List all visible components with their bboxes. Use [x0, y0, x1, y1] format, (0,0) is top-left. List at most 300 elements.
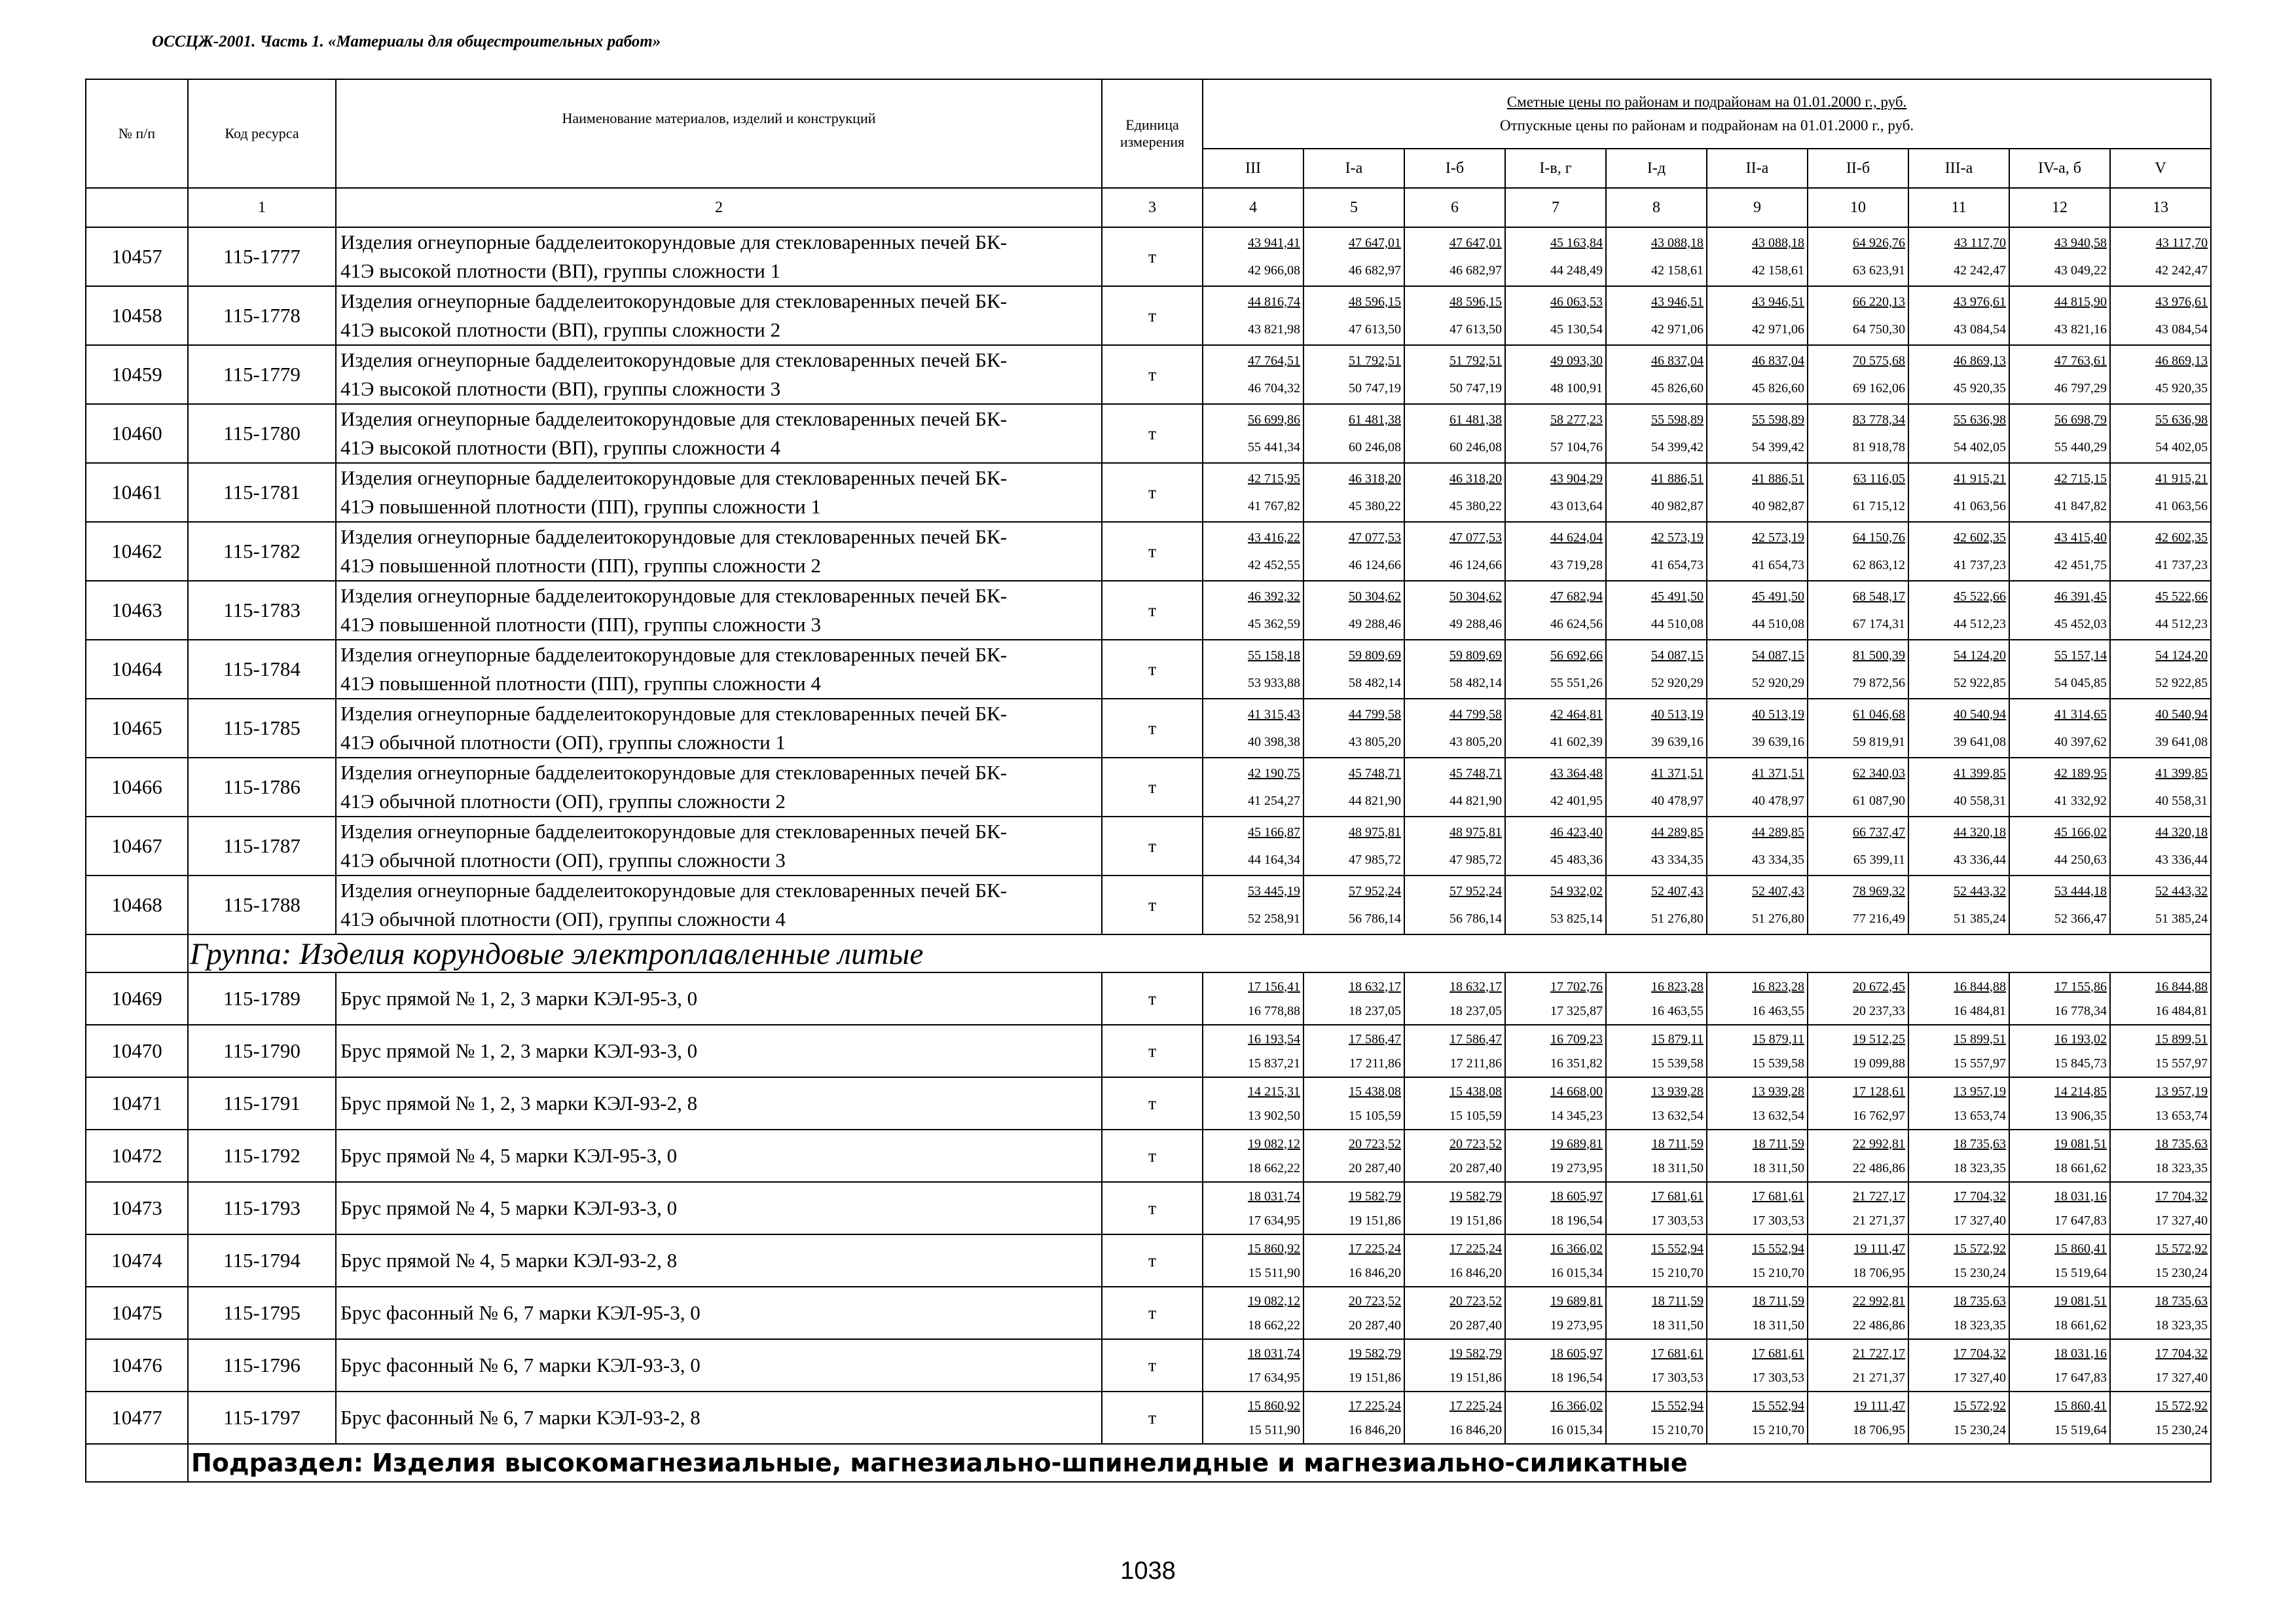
- estimate-price: 45 522,66: [2155, 589, 2208, 604]
- estimate-price: 17 681,61: [1651, 1346, 1704, 1361]
- release-price: 20 287,40: [1349, 1160, 1401, 1175]
- unit-of-measure: т: [1102, 1392, 1203, 1444]
- subsection-row: [86, 1444, 2211, 1482]
- price-cell: [1606, 1182, 1707, 1234]
- estimate-price: 43 946,51: [1651, 295, 1704, 309]
- price-cell: [2110, 640, 2211, 699]
- material-name: [336, 640, 1102, 699]
- estimate-price: 16 844,88: [2155, 979, 2208, 994]
- price-cell: [1404, 1182, 1505, 1234]
- table-row: [86, 227, 2211, 286]
- estimate-price: 18 031,74: [1248, 1189, 1300, 1204]
- release-price: 21 271,37: [1853, 1213, 1905, 1228]
- unit-of-measure: т: [1102, 699, 1203, 758]
- estimate-price: 50 304,62: [1449, 589, 1502, 604]
- price-cell: [1808, 1287, 1908, 1339]
- table-row: [86, 1182, 2211, 1234]
- table-row: [86, 876, 2211, 934]
- price-cell: [2009, 286, 2110, 345]
- price-cell: [1303, 758, 1404, 817]
- estimate-price: 15 899,51: [2155, 1031, 2208, 1046]
- release-price: 15 557,97: [1954, 1056, 2006, 1071]
- estimate-price: 16 844,88: [1954, 979, 2006, 994]
- price-cell: [1808, 463, 1908, 522]
- estimate-price: 19 111,47: [1853, 1398, 1905, 1413]
- price-cell: [1303, 581, 1404, 640]
- resource-code: 115-1790: [188, 1025, 336, 1077]
- price-cell: [1505, 404, 1606, 463]
- table-row: [86, 972, 2211, 1025]
- material-name: Брус фасонный № 6, 7 марки КЭЛ-93-2, 8: [336, 1392, 1102, 1444]
- estimate-price: 19 689,81: [1550, 1293, 1603, 1308]
- release-price: 61 715,12: [1853, 499, 1905, 513]
- price-cell: [1707, 876, 1808, 934]
- release-price: 16 484,81: [2155, 1003, 2208, 1018]
- estimate-price: 15 572,92: [1954, 1241, 2006, 1256]
- price-cell: [1707, 640, 1808, 699]
- price-cell: [1505, 876, 1606, 934]
- price-cell: [2110, 1234, 2211, 1287]
- release-price: 17 325,87: [1550, 1003, 1603, 1018]
- release-price: 18 662,22: [1248, 1318, 1300, 1333]
- release-price: 13 632,54: [1651, 1108, 1704, 1123]
- price-cell: [1908, 972, 2009, 1025]
- release-price: 17 211,86: [1449, 1056, 1502, 1071]
- price-cell: [1404, 876, 1505, 934]
- price-cell: [1505, 1130, 1606, 1182]
- estimate-price: 16 823,28: [1651, 979, 1704, 994]
- price-cell: [1808, 876, 1908, 934]
- release-price: 40 982,87: [1752, 499, 1804, 513]
- price-cell: [1808, 817, 1908, 876]
- release-price: 20 287,40: [1349, 1318, 1401, 1333]
- price-cell: [1707, 1130, 1808, 1182]
- estimate-price: 46 869,13: [1954, 354, 2006, 368]
- resource-code: 115-1792: [188, 1130, 336, 1182]
- estimate-price: 45 163,84: [1550, 236, 1603, 250]
- price-cell: [1908, 1392, 2009, 1444]
- estimate-price: 54 087,15: [1651, 648, 1704, 663]
- resource-code: 115-1782: [188, 522, 336, 581]
- table-row: [86, 1077, 2211, 1130]
- price-cell: [1707, 1182, 1808, 1234]
- material-name-line2: 41Э высокой плотности (ВП), группы сложности 3: [340, 377, 781, 400]
- price-cell: [1808, 1182, 1908, 1234]
- release-price: 16 463,55: [1752, 1003, 1804, 1018]
- price-cell: [1606, 699, 1707, 758]
- price-cell: [2110, 1077, 2211, 1130]
- estimate-price: 16 709,23: [1550, 1031, 1603, 1046]
- estimate-price: 17 702,76: [1550, 979, 1603, 994]
- price-cell: [1303, 463, 1404, 522]
- price-cell: [1808, 1339, 1908, 1392]
- release-price: 54 399,42: [1752, 440, 1804, 454]
- estimate-price: 46 869,13: [2155, 354, 2208, 368]
- release-price: 16 015,34: [1550, 1422, 1603, 1437]
- material-name-line1: Изделия огнеупорные бадделеитокорундовые для стекловаренных печей БК-: [340, 820, 1008, 843]
- table-row: [86, 404, 2211, 463]
- release-price: 55 441,34: [1248, 440, 1300, 454]
- price-cell: [1505, 1287, 1606, 1339]
- price-cell: [1707, 1392, 1808, 1444]
- release-price: 17 647,83: [2054, 1213, 2107, 1228]
- price-cell: [1606, 227, 1707, 286]
- price-cell: [1707, 1025, 1808, 1077]
- price-cell: [1505, 463, 1606, 522]
- release-price: 17 327,40: [2155, 1370, 2208, 1385]
- price-cell: [1707, 522, 1808, 581]
- estimate-price: 48 975,81: [1349, 825, 1401, 840]
- estimate-price: 46 318,20: [1449, 471, 1502, 486]
- release-price: 17 634,95: [1248, 1370, 1300, 1385]
- estimate-price: 43 976,61: [1954, 295, 2006, 309]
- price-cell: [1303, 876, 1404, 934]
- release-price: 18 662,22: [1248, 1160, 1300, 1175]
- release-price: 39 639,16: [1752, 735, 1804, 749]
- release-price: 60 246,08: [1449, 440, 1502, 454]
- release-price: 47 985,72: [1449, 853, 1502, 867]
- release-price: 44 250,63: [2054, 853, 2107, 867]
- release-price: 15 230,24: [2155, 1422, 2208, 1437]
- price-cell: [1505, 1182, 1606, 1234]
- price-cell: [1908, 345, 2009, 404]
- price-cell: [1404, 1392, 1505, 1444]
- release-price: 46 124,66: [1349, 558, 1401, 572]
- release-price: 18 311,50: [1752, 1318, 1804, 1333]
- region-header: III: [1203, 149, 1303, 188]
- col-header-num: № п/п: [86, 79, 188, 188]
- region-header: I-д: [1606, 149, 1707, 188]
- release-price: 56 786,14: [1349, 912, 1401, 926]
- release-price: 17 303,53: [1752, 1370, 1804, 1385]
- material-name: Брус прямой № 1, 2, 3 марки КЭЛ-93-3, 0: [336, 1025, 1102, 1077]
- release-price: 41 767,82: [1248, 499, 1300, 513]
- price-cell: [2009, 817, 2110, 876]
- release-price: 19 151,86: [1449, 1213, 1502, 1228]
- estimate-price: 40 513,19: [1651, 707, 1704, 722]
- release-price: 43 821,98: [1248, 322, 1300, 337]
- material-name: [336, 463, 1102, 522]
- release-price: 20 287,40: [1449, 1318, 1502, 1333]
- col-header-prices: [1203, 79, 2211, 149]
- material-name-line2: 41Э обычной плотности (ОП), группы сложности 4: [340, 908, 786, 931]
- release-price: 18 706,95: [1853, 1265, 1905, 1280]
- estimate-price: 42 602,35: [2155, 530, 2208, 545]
- price-cell: [1505, 522, 1606, 581]
- price-cell: [1606, 1339, 1707, 1392]
- material-name: [336, 699, 1102, 758]
- release-price: 41 737,23: [1954, 558, 2006, 572]
- price-cell: [1303, 1182, 1404, 1234]
- resource-code: 115-1789: [188, 972, 336, 1025]
- price-cell: [2009, 581, 2110, 640]
- col-header-name: Наименование материалов, изделий и конструкций: [336, 79, 1102, 188]
- release-price: 20 237,33: [1853, 1003, 1905, 1018]
- release-price: 42 451,75: [2054, 558, 2107, 572]
- col-header-unit: Единица измерения: [1102, 79, 1203, 188]
- estimate-price: 61 481,38: [1349, 413, 1401, 427]
- column-number-cell: 4: [1203, 188, 1303, 227]
- estimate-price: 20 723,52: [1349, 1293, 1401, 1308]
- estimate-price: 53 445,19: [1248, 884, 1300, 898]
- estimate-price: 51 792,51: [1349, 354, 1401, 368]
- estimate-price: 45 491,50: [1651, 589, 1704, 604]
- table-row: [86, 286, 2211, 345]
- row-number: 10475: [86, 1287, 188, 1339]
- release-price: 42 452,55: [1248, 558, 1300, 572]
- price-cell: [1606, 286, 1707, 345]
- estimate-price: 18 031,16: [2054, 1346, 2107, 1361]
- release-price: 13 653,74: [2155, 1108, 2208, 1123]
- release-price: 15 519,64: [2054, 1265, 2107, 1280]
- row-number: 10470: [86, 1025, 188, 1077]
- release-price: 64 750,30: [1853, 322, 1905, 337]
- release-price: 41 254,27: [1248, 794, 1300, 808]
- release-price: 46 797,29: [2054, 381, 2107, 396]
- estimate-price: 17 155,86: [2054, 979, 2107, 994]
- estimate-price: 55 636,98: [2155, 413, 2208, 427]
- price-cell: [1606, 1392, 1707, 1444]
- release-price: 40 397,62: [2054, 735, 2107, 749]
- price-cell: [2009, 876, 2110, 934]
- estimate-price: 47 764,51: [1248, 354, 1300, 368]
- price-cell: [1707, 758, 1808, 817]
- estimate-price: 17 681,61: [1651, 1189, 1704, 1204]
- estimate-price: 17 128,61: [1853, 1084, 1905, 1099]
- price-cell: [1303, 345, 1404, 404]
- estimate-price: 17 681,61: [1752, 1346, 1804, 1361]
- release-price: 17 303,53: [1651, 1370, 1704, 1385]
- estimate-price: 41 399,85: [2155, 766, 2208, 781]
- release-price: 15 230,24: [1954, 1265, 2006, 1280]
- estimate-price: 46 423,40: [1550, 825, 1603, 840]
- price-cell: [1908, 699, 2009, 758]
- unit-of-measure: т: [1102, 404, 1203, 463]
- estimate-price: 15 860,92: [1248, 1241, 1300, 1256]
- estimate-price: 43 946,51: [1752, 295, 1804, 309]
- price-cell: [2110, 758, 2211, 817]
- estimate-price: 16 366,02: [1550, 1241, 1603, 1256]
- release-price: 43 336,44: [1954, 853, 2006, 867]
- estimate-price: 45 748,71: [1349, 766, 1401, 781]
- price-cell: [1606, 972, 1707, 1025]
- unit-of-measure: т: [1102, 1287, 1203, 1339]
- price-cell: [1303, 1287, 1404, 1339]
- table-row: [86, 1025, 2211, 1077]
- price-cell: [2110, 1025, 2211, 1077]
- price-cell: [1908, 1077, 2009, 1130]
- price-cell: [2009, 699, 2110, 758]
- release-price: 15 210,70: [1651, 1422, 1704, 1437]
- estimate-price: 16 823,28: [1752, 979, 1804, 994]
- price-cell: [1203, 640, 1303, 699]
- estimate-price: 41 886,51: [1752, 471, 1804, 486]
- price-cell: [2110, 1287, 2211, 1339]
- estimate-price: 62 340,03: [1853, 766, 1905, 781]
- estimate-price: 19 512,25: [1853, 1031, 1905, 1046]
- release-price: 59 819,91: [1853, 735, 1905, 749]
- estimate-price: 18 711,59: [1752, 1136, 1804, 1151]
- price-cell: [1505, 758, 1606, 817]
- estimate-price: 15 879,11: [1651, 1031, 1704, 1046]
- price-cell: [1808, 286, 1908, 345]
- estimate-price: 61 046,68: [1853, 707, 1905, 722]
- estimate-price: 18 735,63: [2155, 1293, 2208, 1308]
- release-price: 15 210,70: [1752, 1265, 1804, 1280]
- price-title-estimate: Сметные цены по районам и подрайонам на 01.01.2000 г., руб.: [1506, 94, 1907, 110]
- col-header-code: Код ресурса: [188, 79, 336, 188]
- release-price: 15 511,90: [1248, 1422, 1300, 1437]
- estimate-price: 41 315,43: [1248, 707, 1300, 722]
- group-row-spacer: [86, 934, 188, 972]
- subsection-title: Подраздел: Изделия высокомагнезиальные, магнезиально-шпинелидные и магнезиально-силикатные: [188, 1444, 2211, 1482]
- column-number-cell: 9: [1707, 188, 1808, 227]
- price-cell: [1505, 1339, 1606, 1392]
- price-cell: [1707, 972, 1808, 1025]
- resource-code: 115-1785: [188, 699, 336, 758]
- price-cell: [1203, 817, 1303, 876]
- price-cell: [2009, 345, 2110, 404]
- table-row: [86, 463, 2211, 522]
- estimate-price: 43 940,58: [2054, 236, 2107, 250]
- price-cell: [1808, 699, 1908, 758]
- release-price: 51 385,24: [1954, 912, 2006, 926]
- price-cell: [1707, 404, 1808, 463]
- estimate-price: 52 443,32: [2155, 884, 2208, 898]
- release-price: 42 966,08: [1248, 263, 1300, 278]
- region-header: I-б: [1404, 149, 1505, 188]
- row-number: 10460: [86, 404, 188, 463]
- estimate-price: 17 704,32: [2155, 1346, 2208, 1361]
- price-cell: [1606, 1025, 1707, 1077]
- estimate-price: 81 500,39: [1853, 648, 1905, 663]
- table-row: [86, 1339, 2211, 1392]
- unit-of-measure: т: [1102, 463, 1203, 522]
- unit-of-measure: т: [1102, 1182, 1203, 1234]
- estimate-price: 16 193,54: [1248, 1031, 1300, 1046]
- price-cell: [1303, 404, 1404, 463]
- release-price: 18 323,35: [2155, 1160, 2208, 1175]
- page-number: 1038: [1120, 1557, 1176, 1585]
- release-price: 16 846,20: [1449, 1422, 1502, 1437]
- estimate-price: 15 552,94: [1651, 1241, 1704, 1256]
- unit-of-measure: т: [1102, 972, 1203, 1025]
- release-price: 43 013,64: [1550, 499, 1603, 513]
- release-price: 41 332,92: [2054, 794, 2107, 808]
- estimate-price: 41 915,21: [1954, 471, 2006, 486]
- unit-of-measure: т: [1102, 1077, 1203, 1130]
- price-cell: [1606, 345, 1707, 404]
- column-number-cell: 5: [1303, 188, 1404, 227]
- row-number: 10466: [86, 758, 188, 817]
- unit-of-measure: т: [1102, 876, 1203, 934]
- price-cell: [1606, 640, 1707, 699]
- price-cell: [1908, 817, 2009, 876]
- row-number: 10468: [86, 876, 188, 934]
- release-price: 43 821,16: [2054, 322, 2107, 337]
- estimate-price: 18 605,97: [1550, 1346, 1603, 1361]
- material-name-line2: 41Э высокой плотности (ВП), группы сложности 2: [340, 318, 781, 341]
- release-price: 14 345,23: [1550, 1108, 1603, 1123]
- estimate-price: 17 704,32: [1954, 1346, 2006, 1361]
- price-table: [85, 79, 2212, 1483]
- price-cell: [1808, 1234, 1908, 1287]
- release-price: 45 130,54: [1550, 322, 1603, 337]
- estimate-price: 18 605,97: [1550, 1189, 1603, 1204]
- table-row: [86, 1234, 2211, 1287]
- release-price: 15 230,24: [1954, 1422, 2006, 1437]
- price-cell: [1303, 1339, 1404, 1392]
- estimate-price: 19 082,12: [1248, 1293, 1300, 1308]
- unit-of-measure: т: [1102, 581, 1203, 640]
- price-cell: [1808, 1077, 1908, 1130]
- price-cell: [1908, 404, 2009, 463]
- material-name-line2: 41Э повышенной плотности (ПП), группы сложности 2: [340, 554, 821, 577]
- release-price: 40 478,97: [1651, 794, 1704, 808]
- estimate-price: 19 689,81: [1550, 1136, 1603, 1151]
- release-price: 43 805,20: [1449, 735, 1502, 749]
- estimate-price: 41 886,51: [1651, 471, 1704, 486]
- price-cell: [1404, 817, 1505, 876]
- estimate-price: 18 632,17: [1449, 979, 1502, 994]
- material-name-line1: Изделия огнеупорные бадделеитокорундовые для стекловаренных печей БК-: [340, 702, 1008, 725]
- release-price: 13 632,54: [1752, 1108, 1804, 1123]
- price-cell: [1808, 1392, 1908, 1444]
- release-price: 18 196,54: [1550, 1370, 1603, 1385]
- material-name: [336, 345, 1102, 404]
- price-cell: [1203, 1077, 1303, 1130]
- release-price: 52 920,29: [1752, 676, 1804, 690]
- price-cell: [1505, 817, 1606, 876]
- material-name: [336, 758, 1102, 817]
- estimate-price: 42 573,19: [1651, 530, 1704, 545]
- release-price: 55 440,29: [2054, 440, 2107, 454]
- price-cell: [1606, 876, 1707, 934]
- estimate-price: 70 575,68: [1853, 354, 1905, 368]
- price-cell: [1808, 972, 1908, 1025]
- release-price: 43 334,35: [1752, 853, 1804, 867]
- release-price: 54 402,05: [1954, 440, 2006, 454]
- estimate-price: 44 320,18: [1954, 825, 2006, 840]
- estimate-price: 21 727,17: [1853, 1346, 1905, 1361]
- price-cell: [1404, 1287, 1505, 1339]
- subsection-row-spacer: [86, 1444, 188, 1482]
- resource-code: 115-1795: [188, 1287, 336, 1339]
- unit-of-measure: т: [1102, 1130, 1203, 1182]
- column-number-cell: 7: [1505, 188, 1606, 227]
- column-number-cell: 13: [2110, 188, 2211, 227]
- price-cell: [1606, 1077, 1707, 1130]
- estimate-price: 20 723,52: [1349, 1136, 1401, 1151]
- table-row: [86, 699, 2211, 758]
- price-cell: [1707, 699, 1808, 758]
- price-cell: [1404, 1025, 1505, 1077]
- price-cell: [1505, 286, 1606, 345]
- estimate-price: 47 647,01: [1449, 236, 1502, 250]
- price-cell: [1808, 758, 1908, 817]
- resource-code: 115-1784: [188, 640, 336, 699]
- estimate-price: 17 225,24: [1449, 1241, 1502, 1256]
- release-price: 17 647,83: [2054, 1370, 2107, 1385]
- estimate-price: 18 711,59: [1651, 1293, 1704, 1308]
- price-cell: [1808, 345, 1908, 404]
- price-cell: [2110, 1392, 2211, 1444]
- unit-of-measure: т: [1102, 640, 1203, 699]
- estimate-price: 43 117,70: [2155, 236, 2208, 250]
- estimate-price: 18 735,63: [2155, 1136, 2208, 1151]
- material-name: [336, 286, 1102, 345]
- release-price: 42 158,61: [1752, 263, 1804, 278]
